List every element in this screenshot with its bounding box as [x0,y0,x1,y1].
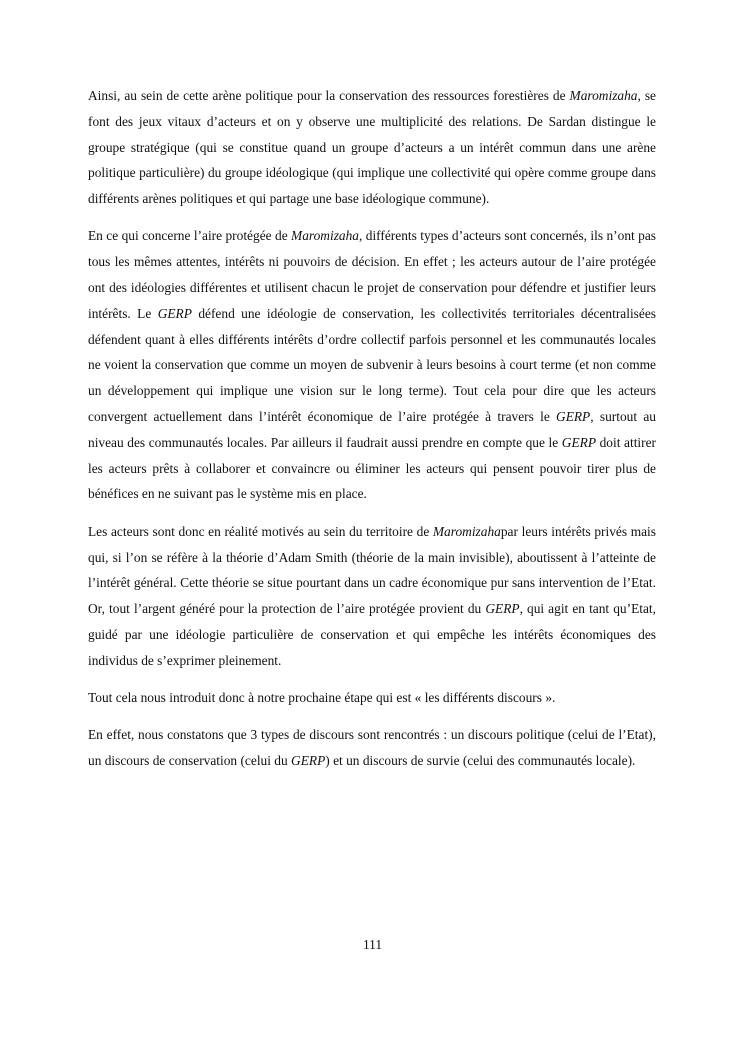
paragraph [88,223,656,507]
text-run: Les acteurs sont donc en réalité motivés au sein du territoire de [88,523,433,539]
text-run: , différents types d’acteurs sont concernés, ils n’ont pas tous les mêmes attentes, intérêts ni pouvoirs de décision. En effet ; les acteurs autour de l’aire protégée ont des idéologies différentes et utilisent chacun le projet de conservation pour défendre et justifier leurs intérêts. Le [88,228,656,321]
italic-term: GERP [291,753,326,769]
text-run: , surtout au niveau des communautés locales. Par ailleurs il faudrait aussi prendre en compte que le [88,409,656,450]
paragraph [88,83,656,212]
italic-term: Maromizaha [291,228,359,244]
text-run: , qui agit en tant qu’Etat, guidé par une idéologie particulière de conservation et qui empêche les intérêts économiques des individus de s’exprimer pleinement. [88,601,656,668]
text-run: , se font des jeux vitaux d’acteurs et on y observe une multiplicité des relations. De Sardan distingue le groupe stratégique (qui se constitue quand un groupe d’acteurs a un intérêt commun dans une arène politique particulière) du groupe idéologique (qui implique une collectivité qui opère comme groupe dans différents arènes politiques et qui partage une base idéologique commune). [88,88,656,207]
text-run: par leurs intérêts privés mais qui, si l’on se réfère à la théorie d’Adam Smith (théorie de la main invisible), aboutissent à l’atteinte de l’intérêt général. Cette théorie se situe pourtant dans un cadre économique pur sans intervention de l’Etat. Or, tout l’argent généré pour la protection de l’aire protégée provient du [88,523,656,617]
paragraph [88,722,656,774]
paragraph [88,519,656,674]
text-run: Tout cela nous introduit donc à notre prochaine étape qui est « les différents discours ». [88,690,556,706]
italic-term: GERP [556,409,591,425]
text-run: En effet, nous constatons que 3 types de discours sont rencontrés : un discours politique (celui de l’Etat), un discours de conservation (celui du [88,727,656,769]
document-body [88,83,656,785]
text-run: En ce qui concerne l’aire protégée de [88,228,292,244]
italic-term: GERP [561,434,597,450]
page-number: 111 [362,937,383,952]
italic-term: GERP [157,305,192,321]
italic-term: Maromizaha [432,523,501,539]
text-run: ) et un discours de survie (celui des communautés locale). [325,753,636,769]
italic-term: GERP [485,601,520,617]
paragraph [88,685,656,711]
text-run: défend une idéologie de conservation, les collectivités territoriales décentralisées défendent quant à elles différents intérêts d’ordre collectif parfois personnel et les communautés locales ne voient la conservation que comme un moyen de subvenir à leurs besoins à court terme (et non comme un développement qui implique une vision sur le long terme). Tout cela pour dire que les acteurs convergent actuellement dans l’intérêt économique de l’aire protégée à travers le [88,305,656,425]
text-run: Ainsi, au sein de cette arène politique pour la conservation des ressources forestières de [88,88,570,103]
text-run: doit attirer les acteurs prêts à collaborer et convaincre ou éliminer les acteurs qui pensent pouvoir tirer plus de bénéfices en ne suivant pas le système mis en place. [88,434,656,502]
italic-term: Maromizaha [569,88,638,103]
